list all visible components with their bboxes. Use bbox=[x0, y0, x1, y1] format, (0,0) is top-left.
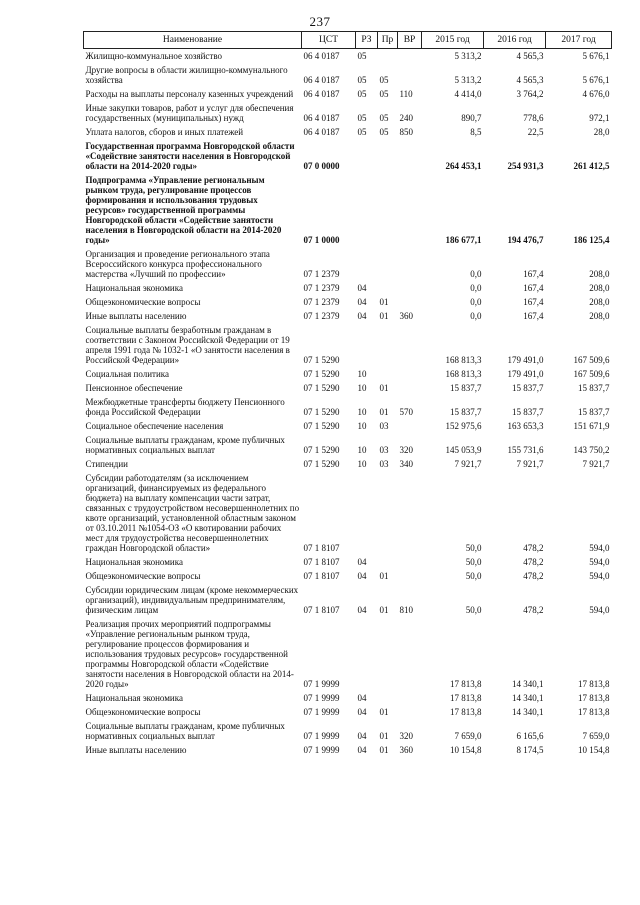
cell-pr bbox=[378, 173, 398, 247]
table-row bbox=[84, 691, 612, 705]
cell-name: Стипендии bbox=[85, 459, 128, 469]
table-row bbox=[84, 419, 612, 433]
cell-2017: 17 813,8 bbox=[578, 707, 610, 717]
cell-vr: 340 bbox=[399, 459, 413, 469]
cell-name: Национальная экономика bbox=[85, 693, 183, 703]
cell-vr: 570 bbox=[399, 407, 413, 417]
cell-2017: 7 921,7 bbox=[582, 459, 610, 469]
table-row bbox=[84, 381, 612, 395]
cell-cst: 07 1 9999 bbox=[303, 693, 340, 703]
cell-2015: 17 813,8 bbox=[450, 707, 482, 717]
cell-name: Национальная экономика bbox=[85, 557, 183, 567]
cell-2017: 594,0 bbox=[589, 605, 610, 615]
cell-name: Иные выплаты населению bbox=[85, 311, 187, 321]
cell-2016: 254 931,3 bbox=[507, 161, 544, 171]
cell-name: Субсидии работодателям (за исключением организаций, финансируемых из федерального бюджета) на выплату компенсации части затрат, связанных с трудоустройством несовершеннолетних по квоте организаций, установленной областным законом от 03.10.2011 №1054-ОЗ «О квотировании рабочих мест для трудоустройства несовершеннолетних граждан Новгородской области» bbox=[85, 473, 300, 553]
cell-name: Общеэкономические вопросы bbox=[85, 707, 201, 717]
table-row bbox=[84, 471, 612, 555]
cell-2017: 594,0 bbox=[589, 571, 610, 581]
cell-cst: 07 1 5290 bbox=[303, 355, 340, 365]
cell-2015: 50,0 bbox=[465, 571, 482, 581]
cell-2017: 167 509,6 bbox=[573, 355, 610, 365]
cell-vr bbox=[398, 247, 422, 281]
cell-2017: 7 659,0 bbox=[582, 731, 610, 741]
table-row bbox=[84, 295, 612, 309]
table-row bbox=[84, 705, 612, 719]
cell-2016: 4 565,3 bbox=[516, 75, 544, 85]
cell-rz: 04 bbox=[357, 557, 367, 567]
cell-rz: 10 bbox=[357, 383, 367, 393]
cell-2016: 478,2 bbox=[523, 571, 544, 581]
cell-vr bbox=[398, 555, 422, 569]
cell-name: Национальная экономика bbox=[85, 283, 183, 293]
cell-name: Подпрограмма «Управление региональным рынком труда, регулирование процессов формирования и использования трудовых ресурсов» государственной программы Новгородской области «Содействие занятости населения в Новгородской области на 2014-2020 годы» bbox=[85, 175, 282, 245]
cell-2015: 17 813,8 bbox=[450, 693, 482, 703]
cell-rz bbox=[356, 139, 378, 173]
cell-2015: 168 813,3 bbox=[445, 369, 482, 379]
cell-2016: 478,2 bbox=[523, 605, 544, 615]
cell-2016: 478,2 bbox=[523, 543, 544, 553]
table-row bbox=[84, 367, 612, 381]
cell-cst: 07 1 8107 bbox=[303, 605, 340, 615]
cell-2016: 6 165,6 bbox=[516, 731, 544, 741]
cell-vr: 360 bbox=[399, 311, 413, 321]
cell-cst: 06 4 0187 bbox=[303, 75, 340, 85]
cell-2017: 261 412,5 bbox=[573, 161, 610, 171]
cell-name: Иные закупки товаров, работ и услуг для обеспечения государственных (муниципальных) нужд bbox=[85, 103, 294, 123]
cell-rz: 05 bbox=[357, 127, 367, 137]
budget-table bbox=[83, 31, 612, 757]
cell-2017: 208,0 bbox=[589, 297, 610, 307]
cell-vr bbox=[398, 63, 422, 87]
cell-rz: 04 bbox=[357, 297, 367, 307]
cell-name: Социальные выплаты гражданам, кроме публичных нормативных социальных выплат bbox=[85, 721, 285, 741]
cell-pr bbox=[378, 139, 398, 173]
cell-2017: 4 676,0 bbox=[582, 89, 610, 99]
table-row bbox=[84, 309, 612, 323]
header-2015: 2015 год bbox=[422, 32, 484, 49]
cell-rz: 10 bbox=[357, 421, 367, 431]
cell-name: Иные выплаты населению bbox=[85, 745, 187, 755]
cell-pr: 01 bbox=[379, 707, 389, 717]
cell-name: Социальные выплаты безработным гражданам в соответствии с Законом Российской Федерации от 19 апреля 1991 года № 1032-1 «О занятости населения в Российской Федерации» bbox=[85, 325, 290, 365]
cell-pr: 01 bbox=[379, 383, 389, 393]
cell-2016: 22,5 bbox=[527, 127, 544, 137]
cell-rz: 10 bbox=[357, 407, 367, 417]
cell-cst: 07 1 8107 bbox=[303, 557, 340, 567]
cell-pr bbox=[378, 49, 398, 64]
cell-vr bbox=[398, 367, 422, 381]
cell-2015: 7 659,0 bbox=[454, 731, 482, 741]
cell-cst: 06 4 0187 bbox=[303, 113, 340, 123]
cell-2016: 478,2 bbox=[523, 557, 544, 567]
cell-cst: 07 1 5290 bbox=[303, 407, 340, 417]
header-2016: 2016 год bbox=[484, 32, 546, 49]
cell-cst: 07 1 2379 bbox=[303, 269, 340, 279]
cell-2017: 17 813,8 bbox=[578, 679, 610, 689]
cell-rz: 05 bbox=[357, 89, 367, 99]
cell-name: Социальная политика bbox=[85, 369, 169, 379]
cell-2015: 0,0 bbox=[470, 297, 482, 307]
cell-name: Другие вопросы в области жилищно-коммунального хозяйства bbox=[85, 65, 288, 85]
cell-rz: 10 bbox=[357, 369, 367, 379]
cell-rz bbox=[356, 173, 378, 247]
table-row bbox=[84, 583, 612, 617]
cell-cst: 07 1 2379 bbox=[303, 283, 340, 293]
table-row bbox=[84, 173, 612, 247]
cell-rz bbox=[356, 617, 378, 691]
cell-2017: 15 837,7 bbox=[578, 383, 610, 393]
cell-rz: 04 bbox=[357, 283, 367, 293]
cell-2015: 17 813,8 bbox=[450, 679, 482, 689]
cell-rz: 10 bbox=[357, 459, 367, 469]
cell-2015: 4 414,0 bbox=[454, 89, 482, 99]
cell-2015: 50,0 bbox=[465, 605, 482, 615]
cell-pr: 05 bbox=[379, 113, 389, 123]
cell-name: Пенсионное обеспечение bbox=[85, 383, 183, 393]
cell-vr: 810 bbox=[399, 605, 413, 615]
table-row bbox=[84, 395, 612, 419]
cell-name: Социальные выплаты гражданам, кроме публичных нормативных социальных выплат bbox=[85, 435, 285, 455]
cell-pr: 01 bbox=[379, 407, 389, 417]
cell-pr: 01 bbox=[379, 311, 389, 321]
cell-2015: 50,0 bbox=[465, 543, 482, 553]
cell-pr bbox=[378, 247, 398, 281]
cell-vr: 320 bbox=[399, 731, 413, 741]
cell-name: Социальное обеспечение населения bbox=[85, 421, 224, 431]
cell-2016: 155 731,6 bbox=[507, 445, 544, 455]
cell-2016: 167,4 bbox=[523, 297, 544, 307]
cell-cst: 07 1 5290 bbox=[303, 421, 340, 431]
cell-pr: 03 bbox=[379, 421, 389, 431]
cell-cst: 07 1 9999 bbox=[303, 745, 340, 755]
cell-pr bbox=[378, 617, 398, 691]
cell-2017: 208,0 bbox=[589, 283, 610, 293]
cell-2016: 179 491,0 bbox=[507, 369, 544, 379]
cell-vr bbox=[398, 323, 422, 367]
cell-vr: 850 bbox=[399, 127, 413, 137]
cell-2016: 14 340,1 bbox=[512, 679, 544, 689]
cell-pr bbox=[378, 471, 398, 555]
cell-2015: 0,0 bbox=[470, 283, 482, 293]
cell-2015: 186 677,1 bbox=[445, 235, 482, 245]
cell-vr bbox=[398, 569, 422, 583]
cell-2015: 168 813,3 bbox=[445, 355, 482, 365]
cell-rz: 04 bbox=[357, 745, 367, 755]
cell-pr bbox=[378, 281, 398, 295]
cell-2016: 778,6 bbox=[523, 113, 544, 123]
cell-pr: 05 bbox=[379, 75, 389, 85]
cell-2016: 14 340,1 bbox=[512, 693, 544, 703]
cell-vr bbox=[398, 173, 422, 247]
cell-cst: 06 4 0187 bbox=[303, 127, 340, 137]
table-row bbox=[84, 323, 612, 367]
cell-2017: 10 154,8 bbox=[578, 745, 610, 755]
cell-cst: 06 4 0187 bbox=[303, 89, 340, 99]
cell-2016: 163 653,3 bbox=[507, 421, 544, 431]
cell-2016: 167,4 bbox=[523, 269, 544, 279]
cell-2015: 5 313,2 bbox=[454, 75, 482, 85]
cell-pr: 03 bbox=[379, 459, 389, 469]
table-row bbox=[84, 63, 612, 87]
cell-2015: 5 313,2 bbox=[454, 51, 482, 61]
cell-cst: 07 1 5290 bbox=[303, 445, 340, 455]
cell-2015: 264 453,1 bbox=[445, 161, 482, 171]
table-row bbox=[84, 457, 612, 471]
header-rz: РЗ bbox=[356, 32, 378, 49]
cell-rz: 04 bbox=[357, 605, 367, 615]
cell-2017: 208,0 bbox=[589, 311, 610, 321]
cell-rz: 04 bbox=[357, 311, 367, 321]
cell-cst: 07 1 8107 bbox=[303, 543, 340, 553]
table-row bbox=[84, 743, 612, 757]
cell-vr: 320 bbox=[399, 445, 413, 455]
header-vr: ВР bbox=[398, 32, 422, 49]
page-number: 237 bbox=[309, 14, 331, 29]
cell-2015: 152 975,6 bbox=[445, 421, 482, 431]
cell-vr bbox=[398, 139, 422, 173]
table-row bbox=[84, 617, 612, 691]
cell-vr: 240 bbox=[399, 113, 413, 123]
cell-cst: 07 1 2379 bbox=[303, 297, 340, 307]
cell-2015: 0,0 bbox=[470, 269, 482, 279]
cell-name: Реализация прочих мероприятий подпрограммы «Управление региональным рынком труда, регулирование процессов формирования и использования трудовых ресурсов» государственной программы Новгородской области «Содействие занятости населения в Новгородской области на 2014-2020 годы» bbox=[85, 619, 294, 689]
cell-vr bbox=[398, 691, 422, 705]
cell-2016: 194 476,7 bbox=[507, 235, 544, 245]
cell-2016: 4 565,3 bbox=[516, 51, 544, 61]
cell-rz bbox=[356, 471, 378, 555]
cell-rz: 05 bbox=[357, 51, 367, 61]
cell-vr bbox=[398, 471, 422, 555]
cell-2017: 5 676,1 bbox=[582, 75, 610, 85]
cell-vr bbox=[398, 381, 422, 395]
cell-2017: 594,0 bbox=[589, 543, 610, 553]
cell-pr: 01 bbox=[379, 745, 389, 755]
cell-pr: 03 bbox=[379, 445, 389, 455]
header-pr: Пр bbox=[378, 32, 398, 49]
cell-2015: 8,5 bbox=[470, 127, 482, 137]
table-row bbox=[84, 555, 612, 569]
header-cst: ЦСТ bbox=[302, 32, 356, 49]
cell-name: Общеэкономические вопросы bbox=[85, 297, 201, 307]
table-row bbox=[84, 101, 612, 125]
cell-2016: 167,4 bbox=[523, 311, 544, 321]
cell-pr bbox=[378, 691, 398, 705]
cell-cst: 07 1 5290 bbox=[303, 369, 340, 379]
cell-2017: 208,0 bbox=[589, 269, 610, 279]
table-row bbox=[84, 125, 612, 139]
cell-2015: 10 154,8 bbox=[450, 745, 482, 755]
cell-2016: 3 764,2 bbox=[516, 89, 544, 99]
cell-name: Общеэкономические вопросы bbox=[85, 571, 201, 581]
table-header-row bbox=[84, 32, 612, 49]
cell-cst: 07 1 0000 bbox=[303, 235, 340, 245]
cell-vr: 360 bbox=[399, 745, 413, 755]
cell-pr bbox=[378, 555, 398, 569]
cell-rz: 05 bbox=[357, 113, 367, 123]
cell-2016: 7 921,7 bbox=[516, 459, 544, 469]
cell-vr bbox=[398, 419, 422, 433]
cell-2016: 14 340,1 bbox=[512, 707, 544, 717]
cell-cst: 07 0 0000 bbox=[303, 161, 340, 171]
cell-2015: 7 921,7 bbox=[454, 459, 482, 469]
cell-cst: 07 1 5290 bbox=[303, 383, 340, 393]
cell-vr bbox=[398, 617, 422, 691]
cell-2017: 15 837,7 bbox=[578, 407, 610, 417]
cell-2017: 143 750,2 bbox=[573, 445, 610, 455]
cell-cst: 07 1 5290 bbox=[303, 459, 340, 469]
cell-2017: 972,1 bbox=[589, 113, 610, 123]
cell-name: Организация и проведение регионального этапа Всероссийского конкурса профессионального мастерства «Лучший по профессии» bbox=[85, 249, 270, 279]
header-name: Наименование bbox=[84, 32, 302, 49]
cell-2017: 167 509,6 bbox=[573, 369, 610, 379]
cell-2017: 28,0 bbox=[593, 127, 610, 137]
table-row bbox=[84, 281, 612, 295]
cell-2017: 594,0 bbox=[589, 557, 610, 567]
cell-pr: 01 bbox=[379, 605, 389, 615]
cell-name: Государственная программа Новгородской области «Содействие занятости населения в Новгородской области на 2014-2020 годы» bbox=[85, 141, 295, 171]
cell-2017: 17 813,8 bbox=[578, 693, 610, 703]
header-2017: 2017 год bbox=[546, 32, 612, 49]
cell-vr bbox=[398, 281, 422, 295]
cell-rz: 10 bbox=[357, 445, 367, 455]
cell-pr: 01 bbox=[379, 731, 389, 741]
cell-pr: 01 bbox=[379, 297, 389, 307]
cell-name: Субсидии юридическим лицам (кроме некоммерческих организаций), индивидуальным предпринимателям, физическим лицам bbox=[85, 585, 299, 615]
table-row bbox=[84, 719, 612, 743]
cell-pr bbox=[378, 323, 398, 367]
table-row bbox=[84, 433, 612, 457]
cell-2017: 151 671,9 bbox=[573, 421, 610, 431]
cell-pr: 05 bbox=[379, 127, 389, 137]
cell-cst: 07 1 9999 bbox=[303, 707, 340, 717]
cell-cst: 07 1 8107 bbox=[303, 571, 340, 581]
cell-2015: 145 053,9 bbox=[445, 445, 482, 455]
cell-name: Расходы на выплаты персоналу казенных учреждений bbox=[85, 89, 294, 99]
cell-2016: 167,4 bbox=[523, 283, 544, 293]
table-body bbox=[84, 49, 612, 758]
cell-2016: 15 837,7 bbox=[512, 383, 544, 393]
cell-pr: 01 bbox=[379, 571, 389, 581]
cell-cst: 06 4 0187 bbox=[303, 51, 340, 61]
cell-name: Жилищно-коммунальное хозяйство bbox=[85, 51, 223, 61]
table-row bbox=[84, 87, 612, 101]
cell-cst: 07 1 2379 bbox=[303, 311, 340, 321]
cell-pr bbox=[378, 367, 398, 381]
table-row bbox=[84, 247, 612, 281]
cell-2017: 5 676,1 bbox=[582, 51, 610, 61]
cell-2016: 8 174,5 bbox=[516, 745, 544, 755]
cell-rz: 04 bbox=[357, 693, 367, 703]
cell-2015: 890,7 bbox=[461, 113, 482, 123]
table-row bbox=[84, 139, 612, 173]
cell-2016: 15 837,7 bbox=[512, 407, 544, 417]
cell-rz: 04 bbox=[357, 731, 367, 741]
cell-rz: 05 bbox=[357, 75, 367, 85]
cell-vr: 110 bbox=[399, 89, 413, 99]
cell-pr: 05 bbox=[379, 89, 389, 99]
cell-rz: 04 bbox=[357, 707, 367, 717]
table-row bbox=[84, 49, 612, 64]
cell-cst: 07 1 9999 bbox=[303, 679, 340, 689]
table-row bbox=[84, 569, 612, 583]
cell-cst: 07 1 9999 bbox=[303, 731, 340, 741]
cell-rz bbox=[356, 247, 378, 281]
cell-rz: 04 bbox=[357, 571, 367, 581]
cell-2015: 15 837,7 bbox=[450, 407, 482, 417]
cell-name: Межбюджетные трансферты бюджету Пенсионного фонда Российской Федерации bbox=[85, 397, 285, 417]
cell-2015: 50,0 bbox=[465, 557, 482, 567]
cell-vr bbox=[398, 705, 422, 719]
cell-vr bbox=[398, 295, 422, 309]
cell-rz bbox=[356, 323, 378, 367]
cell-2015: 0,0 bbox=[470, 311, 482, 321]
cell-2015: 15 837,7 bbox=[450, 383, 482, 393]
cell-2016: 179 491,0 bbox=[507, 355, 544, 365]
cell-vr bbox=[398, 49, 422, 64]
cell-2017: 186 125,4 bbox=[573, 235, 610, 245]
cell-name: Уплата налогов, сборов и иных платежей bbox=[85, 127, 244, 137]
